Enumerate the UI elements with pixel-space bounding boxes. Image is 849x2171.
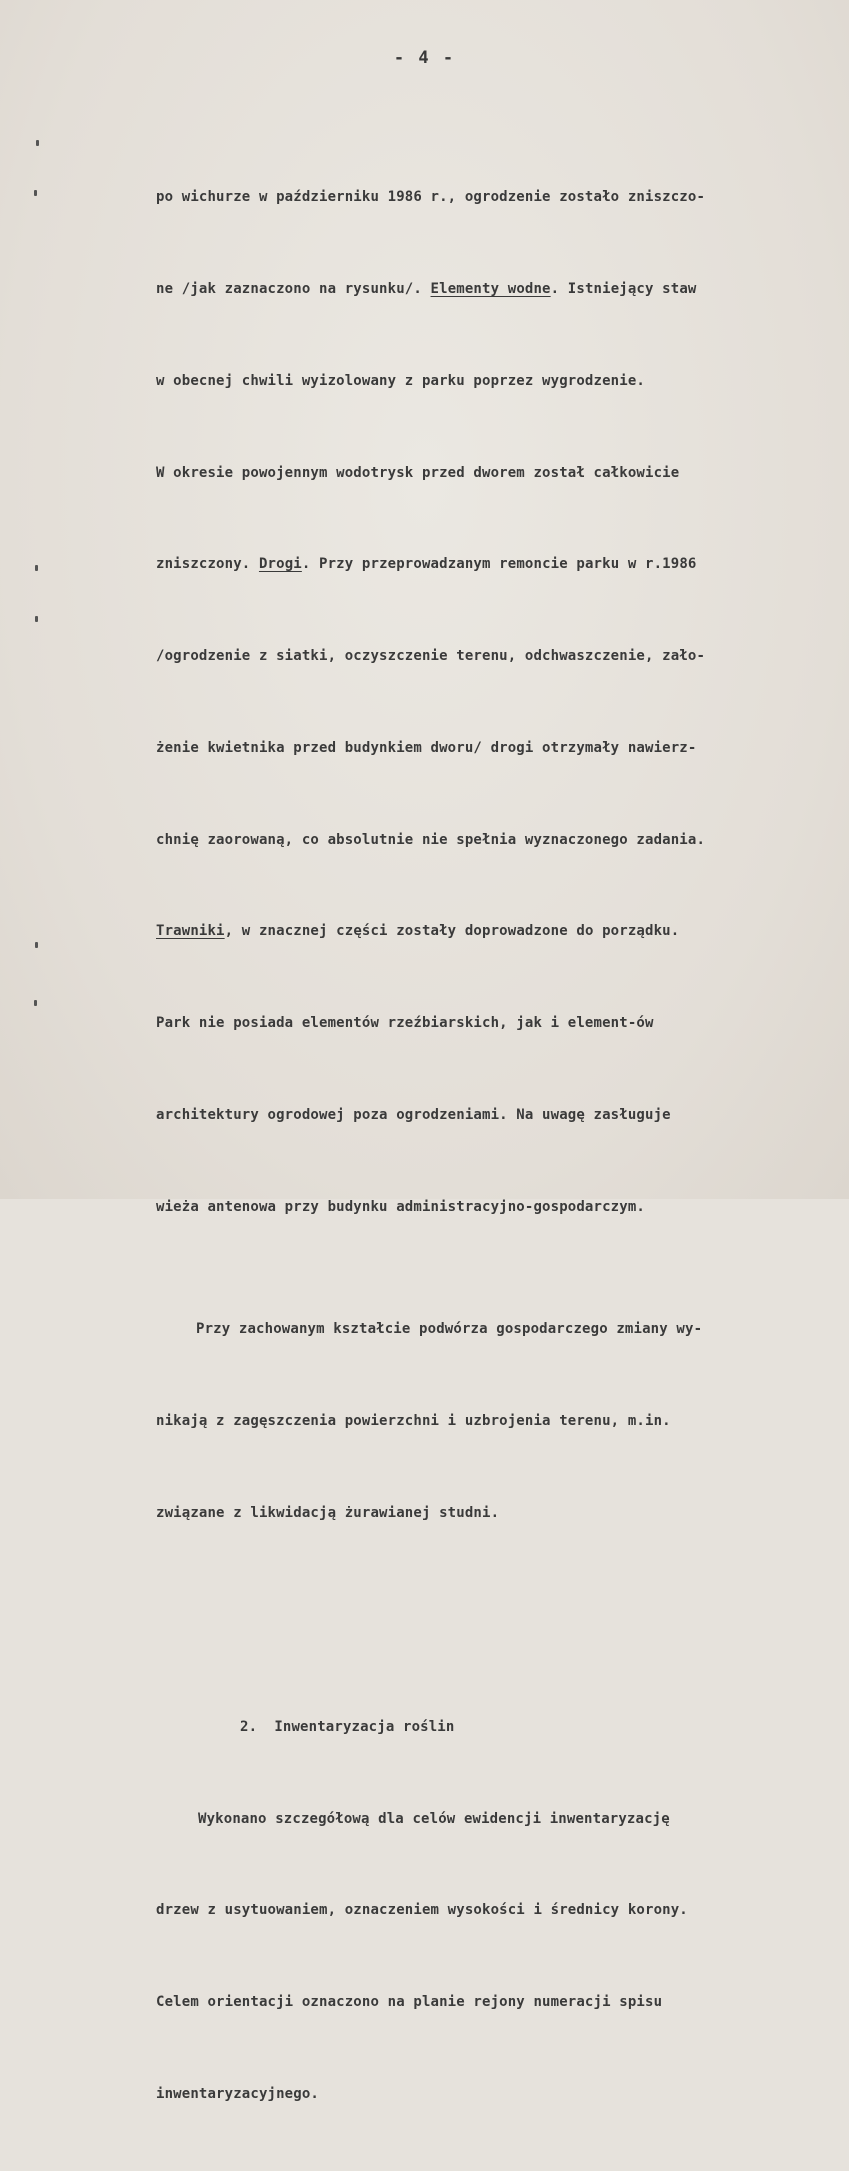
text: /ogrodzenie z siatki, oczyszczenie terenu, odchwaszczenie, zało-: [156, 648, 706, 665]
text-line: [156, 182, 836, 213]
margin-mark: [34, 1000, 37, 1006]
text: Celem orientacji oznaczono na planie rejony numeracji spisu: [156, 1994, 663, 2011]
text-line: [156, 274, 836, 305]
page-number: - 4 -: [393, 48, 456, 68]
text: W okresie powojennym wodotrysk przed dworem został całkowicie: [156, 464, 680, 481]
text-line: [156, 458, 836, 489]
margin-mark: [36, 140, 39, 146]
text: . Przy przeprowadzanym remoncie parku w r.1986: [301, 556, 697, 573]
text-line: [156, 2079, 836, 2110]
text: drzew z usytuowaniem, oznaczeniem wysokości i średnicy korony.: [156, 1902, 688, 1919]
margin-mark: [35, 616, 38, 622]
text: . Istniejący staw: [550, 280, 697, 297]
text: architektury ogrodowej poza ogrodzeniami. Na uwagę zasługuje: [156, 1107, 671, 1123]
text-line: [156, 366, 836, 397]
text-line: [156, 733, 836, 764]
text: w obecnej chwili wyizolowany z parku poprzez wygrodzenie.: [156, 372, 645, 389]
margin-mark: [35, 942, 38, 948]
text-line: [156, 641, 836, 672]
text-line: [156, 1498, 836, 1529]
margin-mark: [35, 565, 38, 571]
text: Przy zachowanym kształcie podwórza gospodarczego zmiany wy-: [196, 1321, 703, 1338]
underlined-term-elementy-wodne: Elementy wodne: [430, 280, 551, 297]
text-line: [156, 1314, 836, 1345]
text: zniszczony.: [156, 556, 259, 573]
text: , w znacznej części zostały doprowadzone do porządku.: [224, 923, 680, 940]
text-line: [156, 1987, 836, 2018]
section-heading: [156, 1712, 836, 1743]
text: związane z likwidacją żurawianej studni.: [156, 1504, 500, 1521]
text: Park nie posiada elementów rzeźbiarskich, jak i element-ów: [156, 1015, 654, 1032]
text: chnię zaorowaną, co absolutnie nie spełnia wyznaczonego zadania.: [156, 831, 706, 848]
text-line: [156, 825, 836, 856]
text: inwentaryzacyjnego.: [156, 2086, 319, 2102]
blank-line: [156, 1620, 836, 1651]
text: Wykonano szczegółową dla celów ewidencji inwentaryzację: [198, 1810, 670, 1827]
text-line: [156, 549, 836, 580]
text: żenie kwietnika przed budynkiem dworu/ drogi otrzymały nawierz-: [156, 739, 697, 756]
underlined-term-trawniki: Trawniki: [156, 923, 225, 940]
text-line: [156, 1804, 836, 1835]
underlined-term-drogi: Drogi: [258, 556, 302, 573]
text: po wichurze w październiku 1986 r., ogrodzenie zostało zniszczo-: [156, 189, 706, 206]
text-line: [156, 916, 836, 947]
text: ne /jak zaznaczono na rysunku/.: [156, 280, 431, 297]
text-line: [156, 1192, 836, 1223]
text-line: [156, 1406, 836, 1437]
text-line: [156, 1008, 836, 1039]
text-line: [156, 1895, 836, 1926]
margin-mark: [34, 190, 37, 196]
text-line: [156, 1100, 836, 1131]
section-heading-text: 2. Inwentaryzacja roślin: [240, 1718, 455, 1735]
text: nikają z zagęszczenia powierzchni i uzbrojenia terenu, m.in.: [156, 1412, 671, 1429]
document-body: [156, 121, 836, 2171]
text: wieża antenowa przy budynku administracyjno-gospodarczym.: [156, 1198, 645, 1215]
